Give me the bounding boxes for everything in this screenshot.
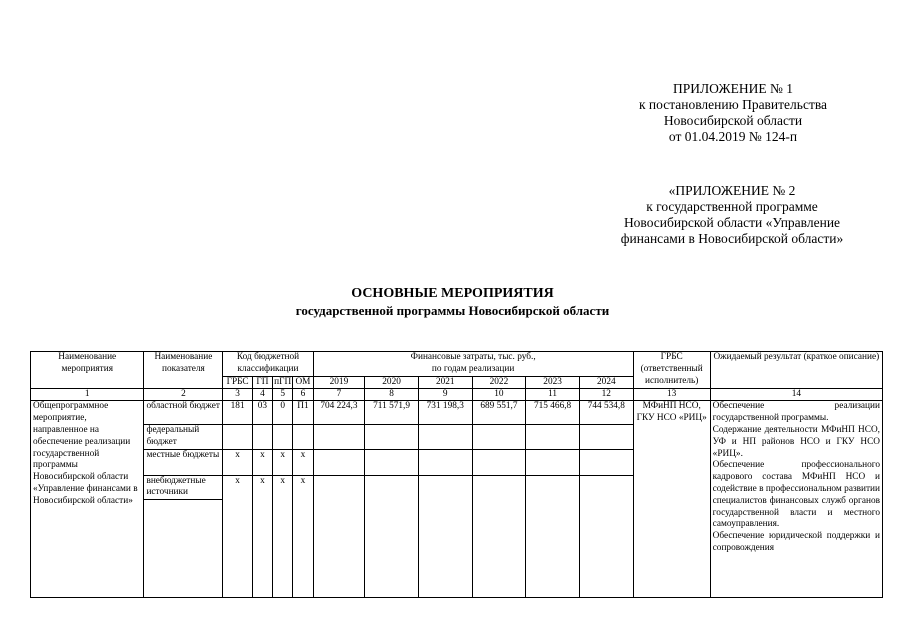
code-cell <box>273 425 293 450</box>
header-year: 2019 <box>313 376 365 389</box>
indicator-cell: областной бюджет <box>144 401 223 425</box>
code-cell: х <box>273 475 293 500</box>
table-row <box>31 401 883 425</box>
table-header-row <box>31 352 883 377</box>
filler-cell <box>252 500 272 598</box>
code-cell: 181 <box>223 401 252 425</box>
code-cell <box>252 425 272 450</box>
document-title: ОСНОВНЫЕ МЕРОПРИЯТИЯ <box>351 286 554 301</box>
filler-cell <box>223 500 252 598</box>
value-cell: 744 534,8 <box>579 401 633 425</box>
filler-cell <box>144 500 223 598</box>
value-cell <box>365 425 419 450</box>
column-number: 1 <box>31 389 144 401</box>
value-cell <box>313 425 365 450</box>
result-line: Обеспечение реализации государственной программы. <box>712 401 880 424</box>
header-code-grbs: ГРБС <box>223 376 252 389</box>
value-cell <box>526 475 580 500</box>
code-cell: х <box>252 450 272 475</box>
header-year: 2020 <box>365 376 419 389</box>
main-events-table <box>30 351 883 598</box>
column-number: 12 <box>579 389 633 401</box>
value-cell <box>365 450 419 475</box>
value-cell <box>313 475 365 500</box>
value-cell: 731 198,3 <box>418 401 472 425</box>
header-year: 2023 <box>526 376 580 389</box>
value-cell <box>313 450 365 475</box>
filler-cell <box>365 500 419 598</box>
filler-cell <box>526 500 580 598</box>
appendix-1-line-2: к постановлению Правительства <box>638 97 828 112</box>
value-cell <box>472 425 526 450</box>
value-cell <box>579 475 633 500</box>
column-number: 8 <box>365 389 419 401</box>
indicator-cell: местные бюджеты <box>144 450 223 475</box>
code-cell: х <box>293 475 313 500</box>
appendix-1-line-3: Новосибирской области <box>663 113 803 128</box>
value-cell <box>526 450 580 475</box>
appendix-2-block <box>595 183 869 247</box>
code-cell: х <box>273 450 293 475</box>
header-code-pgp: пГП <box>273 376 293 389</box>
filler-cell <box>293 500 313 598</box>
column-number: 11 <box>526 389 580 401</box>
header-indicator: Наименование показателя <box>144 352 223 389</box>
value-cell: 711 571,9 <box>365 401 419 425</box>
appendix-2-line-2: к государственной программе <box>646 199 818 214</box>
result-line: Содержание деятельности МФиНП НСО, УФ и НП районов НСО и ГКУ НСО «РИЦ». <box>712 424 880 459</box>
column-number-row <box>31 389 883 401</box>
column-number: 7 <box>313 389 365 401</box>
header-event: Наименование мероприятия <box>31 352 144 389</box>
column-number: 6 <box>293 389 313 401</box>
event-name-cell: Общепрограммное мероприятие, направленное на обеспечение реализации государственной программы Новосибирской области «Управление финансами в Новосибирской области» <box>31 401 144 598</box>
filler-cell <box>273 500 293 598</box>
header-year: 2024 <box>579 376 633 389</box>
code-cell: х <box>293 450 313 475</box>
appendix-1-line-4: от 01.04.2019 № 124-п <box>668 129 798 144</box>
value-cell <box>579 425 633 450</box>
expected-result-cell <box>710 401 882 598</box>
code-cell <box>223 425 252 450</box>
value-cell <box>418 475 472 500</box>
column-number: 4 <box>252 389 272 401</box>
header-financial <box>313 352 633 377</box>
value-cell <box>418 425 472 450</box>
appendix-2-line-4: финансами в Новосибирской области» <box>620 231 844 246</box>
filler-cell <box>313 500 365 598</box>
header-code-om: ОМ <box>293 376 313 389</box>
column-number: 13 <box>633 389 710 401</box>
executor-cell: МФиНП НСО, ГКУ НСО «РИЦ» <box>633 401 710 598</box>
header-budget-code: Код бюджетной классификации <box>223 352 313 377</box>
column-number: 3 <box>223 389 252 401</box>
value-cell: 715 466,8 <box>526 401 580 425</box>
column-number: 10 <box>472 389 526 401</box>
appendix-2-line-1: «ПРИЛОЖЕНИЕ № 2 <box>668 183 796 198</box>
code-cell: 0 <box>273 401 293 425</box>
appendix-2-line-3: Новосибирской области «Управление <box>623 215 841 230</box>
header-year: 2022 <box>472 376 526 389</box>
result-line: Обеспечение профессионального кадрового состава МФиНП НСО и содействие в профессиональном развитии специалистов финансовых служб органов государственной власти и местного самоуправления. <box>712 460 880 530</box>
value-cell <box>472 450 526 475</box>
value-cell: 689 551,7 <box>472 401 526 425</box>
header-result: Ожидаемый результат (краткое описание) <box>710 352 882 389</box>
code-cell <box>293 425 313 450</box>
appendix-1-line-1: ПРИЛОЖЕНИЕ № 1 <box>672 81 794 96</box>
result-line: Обеспечение юридической поддержки и сопровождения <box>712 531 880 553</box>
document-subtitle: государственной программы Новосибирской области <box>295 303 610 318</box>
code-cell: 03 <box>252 401 272 425</box>
column-number: 14 <box>710 389 882 401</box>
filler-cell <box>472 500 526 598</box>
value-cell <box>472 475 526 500</box>
code-cell: х <box>252 475 272 500</box>
header-code-gp: ГП <box>252 376 272 389</box>
indicator-cell: федеральный бюджет <box>144 425 223 450</box>
value-cell <box>579 450 633 475</box>
column-number: 5 <box>273 389 293 401</box>
value-cell: 704 224,3 <box>313 401 365 425</box>
code-cell: х <box>223 475 252 500</box>
value-cell <box>526 425 580 450</box>
header-financial-subtitle: по годам реализации <box>431 363 515 374</box>
header-financial-title: Финансовые затраты, тыс. руб., <box>410 352 536 362</box>
column-number: 2 <box>144 389 223 401</box>
value-cell <box>418 450 472 475</box>
code-cell: х <box>223 450 252 475</box>
filler-cell <box>418 500 472 598</box>
indicator-cell: внебюджетные источники <box>144 475 223 500</box>
appendix-1-block <box>600 81 866 145</box>
filler-cell <box>579 500 633 598</box>
value-cell <box>365 475 419 500</box>
column-number: 9 <box>418 389 472 401</box>
header-year: 2021 <box>418 376 472 389</box>
header-grbs: ГРБС (ответственный исполнитель) <box>633 352 710 389</box>
code-cell: П1 <box>293 401 313 425</box>
